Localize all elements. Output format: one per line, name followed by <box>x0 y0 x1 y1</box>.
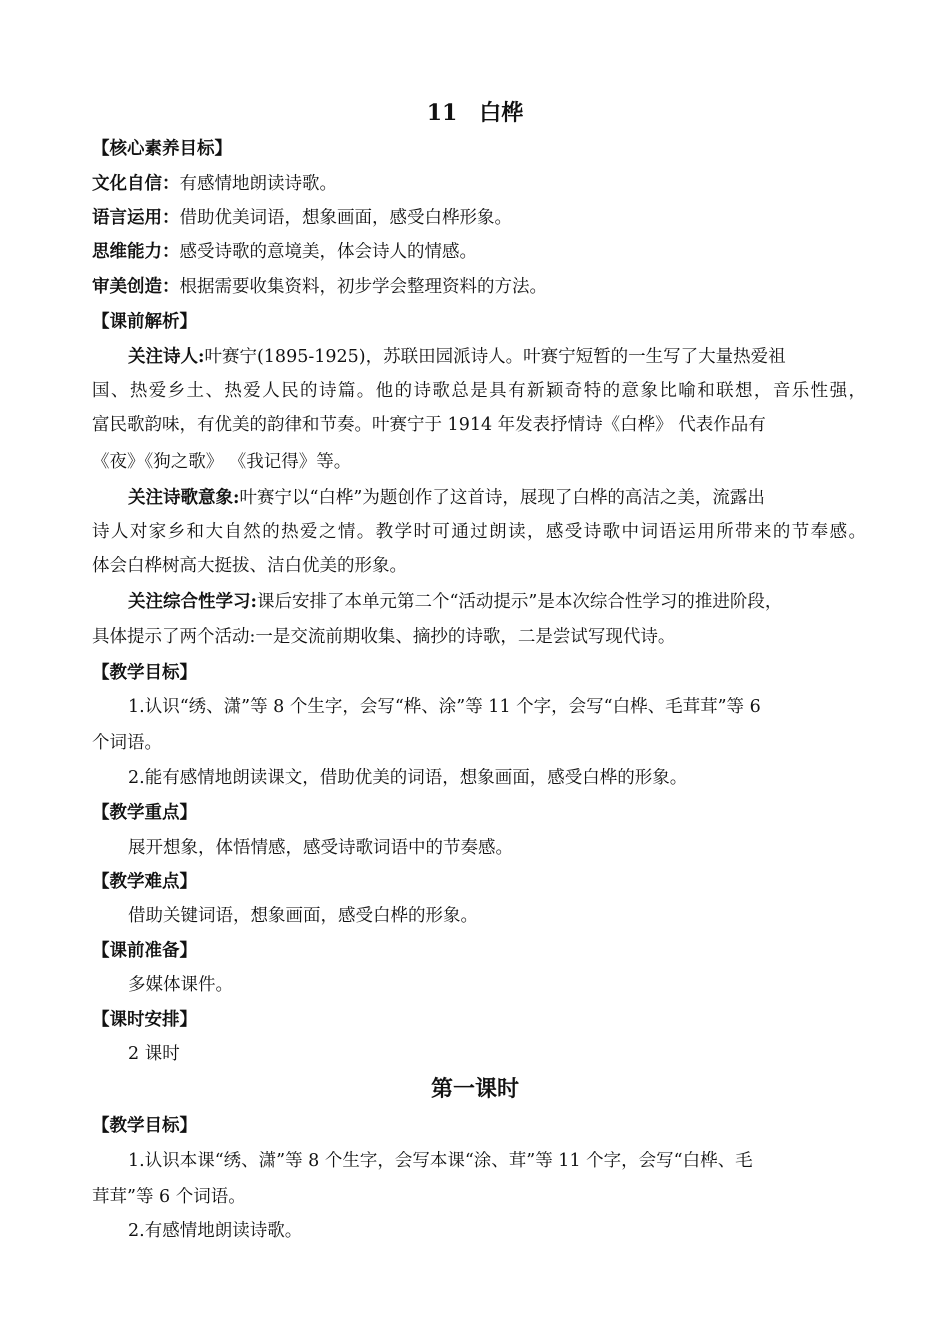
lesson-1-goal-1-line-1: 1.认识本课“绣、潇”等 8 个生字，会写本课“涂、茸”等 11 个字，会写“白桦、毛 <box>128 1151 753 1171</box>
poet-line-1 <box>128 346 786 368</box>
prep-heading: 【课前准备】 <box>92 941 197 961</box>
lesson-1-goal-heading: 【教学目标】 <box>92 1116 197 1136</box>
language-label: 语言运用： <box>92 208 180 228</box>
language-goal <box>92 207 512 229</box>
culture-label: 文化自信： <box>92 174 180 194</box>
culture-goal <box>92 173 337 195</box>
imagery-label: 关注诗歌意象: <box>128 488 240 508</box>
aesthetic-text: 根据需要收集资料，初步学会整理资料的方法。 <box>179 277 547 297</box>
poet-label: 关注诗人: <box>128 347 205 367</box>
imagery-text-1: 叶赛宁以“白桦”为题创作了这首诗，展现了白桦的高洁之美，流露出 <box>239 488 765 508</box>
thinking-goal <box>92 241 477 263</box>
language-text: 借助优美词语，想象画面，感受白桦形象。 <box>179 208 512 228</box>
difficult-heading: 【教学难点】 <box>92 872 197 892</box>
teach-goal-1-line-1: 1.认识“绣、潇”等 8 个生字，会写“桦、涂”等 11 个字，会写“白桦、毛茸茸”等 6 <box>128 697 761 717</box>
poet-line-4: 《夜》《狗之歌》 《我记得》等。 <box>92 452 352 472</box>
teach-goal-2: 2.能有感情地朗读课文，借助优美的词语，想象画面，感受白桦的形象。 <box>128 768 688 788</box>
imagery-line-1 <box>128 487 765 509</box>
schedule-heading: 【课时安排】 <box>92 1010 197 1030</box>
imagery-line-3: 体会白桦树高大挺拔、洁白优美的形象。 <box>92 556 407 576</box>
imagery-line-2: 诗人对家乡和大自然的热爱之情。教学时可通过朗读，感受诗歌中词语运用所带来的节奉感。 <box>92 522 866 542</box>
poet-line-2: 国、热爱乡土、热爱人民的诗篇。他的诗歌总是具有新颖奇特的意象比喻和联想，音乐性强， <box>92 381 866 401</box>
integrated-label: 关注综合性学习: <box>128 592 257 612</box>
poet-line-3: 富民歌韵味，有优美的韵律和节奏。叶赛宁于 1914 年发表抒情诗《白桦》 代表作品有 <box>92 415 766 435</box>
pre-analysis-heading: 【课前解析】 <box>92 312 197 332</box>
thinking-label: 思维能力： <box>92 242 180 262</box>
aesthetic-label: 审美创造： <box>92 277 180 297</box>
integrated-line-1 <box>128 591 782 613</box>
lesson-1-title: 第一课时 <box>430 1076 519 1102</box>
teach-goal-heading: 【教学目标】 <box>92 663 197 683</box>
lesson-1-goal-2: 2.有感情地朗读诗歌。 <box>128 1221 303 1241</box>
integrated-text-1: 课后安排了本单元第二个“活动提示”是本次综合性学习的推进阶段， <box>256 592 783 612</box>
lesson-1-goal-1-line-2: 茸茸”等 6 个词语。 <box>92 1187 246 1207</box>
key-text: 展开想象，体悟情感，感受诗歌词语中的节奏感。 <box>128 838 513 858</box>
integrated-line-2: 具体提示了两个活动:一是交流前期收集、摘抄的诗歌，二是尝试写现代诗。 <box>92 627 676 647</box>
difficult-text: 借助关键词语，想象画面，感受白桦的形象。 <box>128 906 478 926</box>
teach-goal-1-line-2: 个词语。 <box>92 733 162 753</box>
prep-text: 多媒体课件。 <box>128 975 233 995</box>
thinking-text: 感受诗歌的意境美，体会诗人的情感。 <box>179 242 477 262</box>
core-goal-heading: 【核心素养目标】 <box>92 139 232 159</box>
aesthetic-goal <box>92 276 547 298</box>
key-heading: 【教学重点】 <box>92 803 197 823</box>
poet-text-1: 叶赛宁(1895-1925)，苏联田园派诗人。叶赛宁短暂的一生写了大量热爱祖 <box>204 347 786 367</box>
page-title: 11 白桦 <box>426 100 524 126</box>
culture-text: 有感情地朗读诗歌。 <box>179 174 337 194</box>
schedule-text: 2 课时 <box>128 1044 180 1064</box>
